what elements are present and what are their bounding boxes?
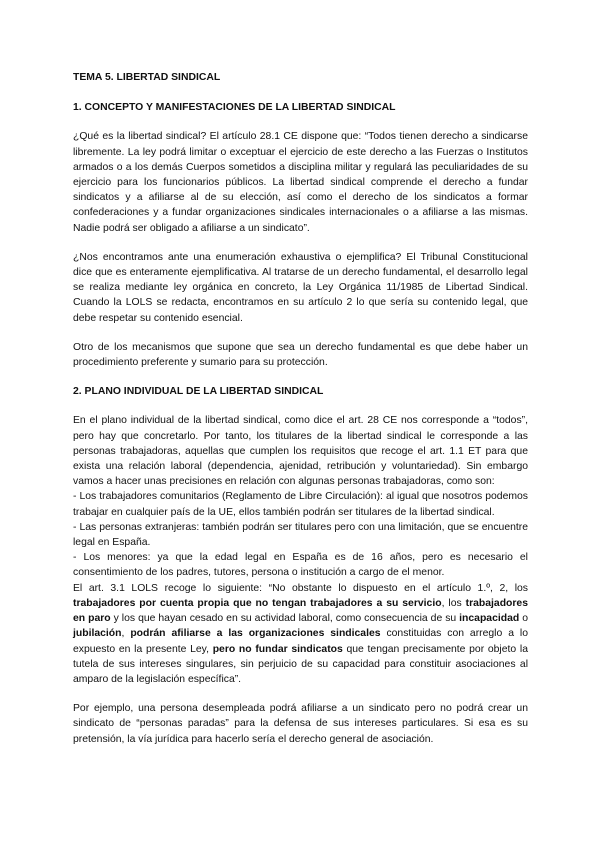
section-1-paragraph-3: Otro de los mecanismos que supone que sea un derecho fundamental es que debe haber un procedimiento preferente y sumario para su protección.: [73, 341, 528, 369]
quote-bold: incapacidad: [459, 613, 520, 625]
section-1-paragraph-2: ¿Nos encontramos ante una enumeración exhaustiva o ejemplifica? El Tribunal Constitucional dice que es enteramente ejemplificativa. Al tratarse de un derecho fundamental, el desarrollo legal se realiza mediante ley orgánica en concreto, la Ley Orgánica 11/1985 de Libertad Sindical. Cuando la LOLS se redacta, encontramos en su artículo 2 lo que sería su contenido legal, que debe respetar su contenido esencial.: [73, 251, 528, 324]
section-2-heading: 2. PLANO INDIVIDUAL DE LA LIBERTAD SINDICAL: [73, 386, 324, 398]
quote-bold: trabajadores por cuenta propia que no tengan trabajadores a su servicio: [73, 597, 442, 609]
list-item-menores: - Los menores: ya que la edad legal en España es de 16 años, pero es necesario el consentimiento de los padres, tutores, persona o institución a cargo de el menor.: [73, 552, 528, 579]
section-1-paragraph-1: ¿Qué es la libertad sindical? El artículo 28.1 CE dispone que: “Todos tienen derecho a sindicarse libremente. La ley podrá limitar o exceptuar el ejercicio de este derecho a las Fuerzas o Institutos armados o a los demás Cuerpos sometidos a disciplina militar y regulará las peculiaridades de su ejercicio para los funcionarios públicos. La libertad sindical comprende el derecho a fundar sindicatos y a afiliarse al de su elección, así como el derecho de los sindicatos a formar confederaciones y a fundar organizaciones sindicales internacionales o a afiliarse a las mismas. Nadie podrá ser obligado a afiliarse a un sindicato”.: [73, 131, 528, 234]
quote-bold: trabajadores en paro: [73, 597, 528, 625]
document-title: TEMA 5. LIBERTAD SINDICAL: [73, 72, 221, 83]
list-item-comunitarios: - Los trabajadores comunitarios (Reglamento de Libre Circulación): al igual que nosotros podemos trabajar en cualquier país de la UE, ellos también podrán ser titulares de la libertad sindical.: [73, 491, 528, 518]
quote-bold: pero no fundar sindicatos: [212, 643, 343, 655]
quote-text: constituidas con arreglo a lo expuesto en la presente Ley,: [73, 628, 528, 655]
quote-bold: podrán afiliarse a las organizaciones sindicales: [130, 628, 381, 640]
section-1-heading: 1. CONCEPTO Y MANIFESTACIONES DE LA LIBERTAD SINDICAL: [73, 102, 396, 114]
quote-text: o: [519, 613, 528, 625]
quote-text: , los: [441, 597, 466, 609]
quote-text: El art. 3.1 LOLS recoge lo siguiente: “No obstante lo dispuesto en el artículo 1.º, 2, los: [73, 582, 528, 594]
quote-bold: jubilación: [73, 628, 122, 640]
article-quote-lols: [73, 581, 528, 687]
section-2-paragraph-1: En el plano individual de la libertad sindical, como dice el art. 28 CE nos corresponde a “todos”, pero hay que concretarlo. Por tanto, los titulares de la libertad sindical le corresponde a las personas trabajadoras, aquellas que cumplen los requisitos que recoge el art. 1.1 ET para que exista una relación laboral (dependencia, ajenidad, retribución y voluntariedad). Sin embargo vamos a hacer unas precisiones en relación con algunas personas trabajadoras, como son:: [73, 415, 528, 488]
document-page: [73, 70, 528, 761]
section-2-paragraph-2: Por ejemplo, una persona desempleada podrá afiliarse a un sindicato pero no podrá crear un sindicato de “personas paradas” para la defensa de sus intereses particulares. Si esa es su pretensión, la vía jurídica para hacerlo sería el derecho general de asociación.: [73, 703, 528, 745]
quote-text: y los que hayan cesado en su actividad laboral, como consecuencia de su: [110, 613, 460, 625]
quote-text: que tengan precisamente por objeto la tutela de sus intereses singulares, sin perjuicio de su capacidad para constituir asociaciones al amparo de la legislación específica”.: [73, 643, 528, 685]
quote-text: ,: [121, 628, 131, 640]
list-item-extranjeras: - Las personas extranjeras: también podrán ser titulares pero con una limitación, que se encuentre legal en España.: [73, 521, 528, 549]
